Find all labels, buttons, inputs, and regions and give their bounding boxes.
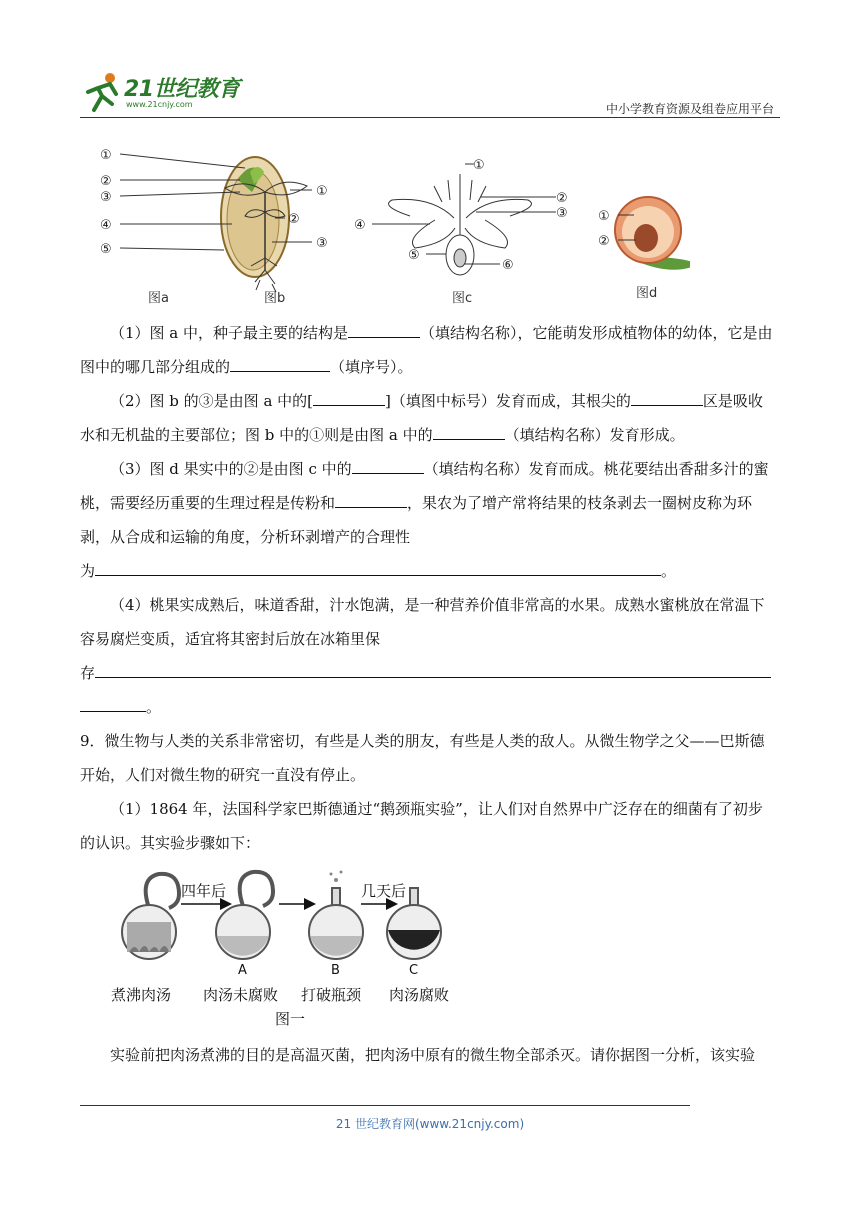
marker: ② [556, 191, 568, 206]
q8-part4-answer-end: 。 [80, 690, 775, 724]
marker: ② [288, 212, 300, 227]
footer-divider [80, 1105, 690, 1106]
logo-text: 21世纪教育 [124, 77, 240, 102]
marker: ② [598, 234, 610, 249]
flask-label: 打破瓶颈 [301, 986, 362, 1004]
flask-boiling [122, 874, 179, 959]
q8-part3: （3）图 d 果实中的②是由图 c 中的 （填结构名称）发育而成。桃花要结出香甜多汁的蜜桃，需要经历重要的生理过程是传粉和 ，果农为了增产常将结果的枝条剥去一圈树皮称为环剥，从合成和运输的角度，分析环剥增产的合理性 [80, 452, 775, 554]
marker: ① [473, 158, 485, 173]
figure-c-caption: 图c [452, 291, 473, 306]
marker: ⑥ [502, 258, 514, 273]
platform-name: 中小学教育资源及组卷应用平台 [605, 102, 774, 116]
flask-letter: C [409, 963, 419, 978]
q8-part4: （4）桃果实成熟后，味道香甜，汁水饱满，是一种营养价值非常高的水果。成熟水蜜桃放在常温下容易腐烂变质，适宜将其密封后放在冰箱里保 [80, 596, 765, 648]
answer-blank[interactable] [631, 389, 703, 406]
figure-c-flower [354, 158, 568, 306]
marker: ④ [354, 218, 366, 233]
q8-part4-answer-line: 存 [80, 656, 775, 690]
answer-blank[interactable] [95, 559, 661, 576]
flask-letter: B [331, 963, 340, 978]
flask-b [309, 871, 363, 960]
q9-intro: 9．微生物与人类的关系非常密切，有些是人类的朋友，有些是人类的敌人。从微生物学之父——巴斯德开始，人们对微生物的研究一直没有停止。 [80, 732, 765, 784]
figure-d-peach [598, 197, 690, 301]
marker: ③ [316, 236, 328, 251]
answer-blank[interactable] [80, 695, 146, 712]
plant-figures [90, 140, 690, 310]
flask-label: 煮沸肉汤 [111, 986, 172, 1004]
answer-blank[interactable] [230, 355, 330, 372]
figure-d-caption: 图d [636, 286, 658, 301]
answer-blank[interactable] [313, 389, 385, 406]
q9-part1-analysis: 实验前把肉汤煮沸的目的是高温灭菌，把肉汤中原有的微生物全部杀灭。请你据图一分析，该实验 [110, 1046, 756, 1064]
figure-b-caption: 图b [264, 291, 286, 306]
marker: ① [100, 148, 112, 163]
marker: ① [316, 184, 328, 199]
marker: ④ [100, 218, 112, 233]
flask-label: 肉汤未腐败 [203, 986, 279, 1004]
marker: ③ [556, 206, 568, 221]
q8-part1: （1）图 a 中，种子最主要的结构是 （填结构名称），它能萌发形成植物体的幼体，它是由图中的哪几部分组成的 （填序号）。 [80, 316, 775, 384]
marker: ⑤ [408, 248, 420, 263]
q8-part2: （2）图 b 的③是由图 a 中的[ ]（填图中标号）发育而成，其根尖的 区是吸收水和无机盐的主要部位；图 b 中的①则是由图 a 中的 （填结构名称）发育形成。 [80, 384, 775, 452]
marker: ① [598, 209, 610, 224]
answer-blank[interactable] [95, 661, 771, 678]
q9-part1: （1）1864 年，法国科学家巴斯德通过“鹅颈瓶实验”，让人们对自然界中广泛存在的细菌有了初步的认识。其实验步骤如下： [80, 800, 763, 852]
flask-label: 肉汤腐败 [389, 986, 450, 1004]
answer-blank[interactable] [348, 321, 420, 338]
arrow2-label: 几天后 [361, 882, 407, 900]
q8-part3-answer-line: 为 。 [80, 554, 775, 588]
arrow1-label: 四年后 [181, 882, 227, 900]
footer-link[interactable]: 21 世纪教育网(www.21cnjy.com) [335, 1117, 525, 1131]
figure-a-seed [100, 148, 289, 306]
figure-caption: 图一 [275, 1010, 306, 1028]
marker: ③ [100, 190, 112, 205]
swan-neck-flask-figure [105, 866, 465, 1036]
header-divider [80, 117, 780, 118]
marker: ⑤ [100, 242, 112, 257]
logo-url: www.21cnjy.com [126, 100, 193, 109]
runner-logo-icon [80, 70, 126, 116]
answer-blank[interactable] [352, 457, 424, 474]
figure-a-caption: 图a [148, 291, 169, 306]
flask-letter: A [238, 963, 247, 978]
answer-blank[interactable] [433, 423, 505, 440]
marker: ② [100, 174, 112, 189]
answer-blank[interactable] [335, 491, 407, 508]
